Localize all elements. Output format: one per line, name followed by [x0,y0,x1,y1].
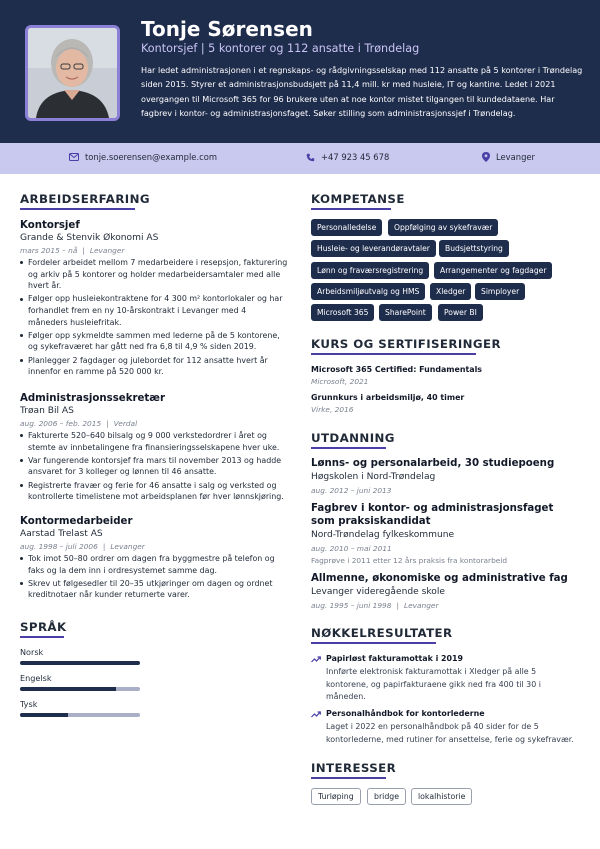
list-item: Fakturerte 520–640 bilsalg og 9 000 verkstedordrer i året og stemte av innbetalingene fra finansieringsselskapene hver uke. [20,430,288,453]
location-pin-icon [482,152,490,162]
mail-icon [69,153,79,161]
section-rule [311,447,386,449]
job-period: aug. 1998 – juli 2006 [20,542,98,551]
education-place: Levanger [403,601,439,610]
job-meta: aug. 2006 – feb. 2015 | Verdal [20,419,138,428]
skill-chip: Power BI [438,304,483,321]
trending-up-icon [311,656,321,663]
job-period: mars 2015 – nå [20,246,78,255]
section-title-certifications: KURS OG SERTIFISERINGER [311,337,501,351]
skill-chip: Microsoft 365 [311,304,374,321]
list-item: Skrev ut følgesedler til 20–35 utkjøringer om dagen og ordnet kreditnotaer når kunder returnerte varer. [20,578,288,601]
contact-phone[interactable] [306,152,389,162]
education-period: aug. 2012 – juni 2013 [311,486,392,495]
skill-chip: Lønn og fraværsregistrering [311,262,429,279]
job-bullets [20,257,288,379]
language-level-fill [20,713,68,717]
job-period: aug. 2006 – feb. 2015 [20,419,102,428]
language-level-bar [20,661,140,665]
language-name: Tysk [20,699,38,709]
section-rule [20,636,64,638]
language-name: Norsk [20,647,44,657]
education-title: Allmenne, økonomiske og administrative fag [311,573,568,584]
language-level-fill [20,687,116,691]
skill-chip: Arrangementer og fagdager [434,262,552,279]
list-item: Følger opp sykmeldte sammen med lederne på de 5 kontorene, og sykefraværet har gått ned fra 6,8 til 4,9 % siden 2019. [20,330,288,353]
job-title: Kontorsjef [20,220,80,231]
education-school: Høgskolen i Nord-Trøndelag [311,472,436,482]
result-title: Papirløst fakturamottak i 2019 [326,654,464,663]
section-rule [311,777,386,779]
job-place: Verdal [113,419,138,428]
skill-chip: Arbeidsmiljøutvalg og HMS [311,283,425,300]
education-title-cont: som praksiskandidat [311,516,431,527]
result-description: Innførte elektronisk fakturamottak i Xledger på alle 5 kontorene, og papirfakturaene gikk ned fra 400 til 30 i måneden. [326,667,541,702]
education-title: Fagbrev i kontor- og administrasjonsfaget [311,503,554,514]
contact-email[interactable] [69,152,217,162]
interest-tag: lokalhistorie [411,788,472,805]
contact-bar [0,143,600,174]
skill-chip: Budsjettstyring [439,240,509,257]
section-title-results: NØKKELRESULTATER [311,626,453,640]
language-level-bar [20,687,140,691]
education-school: Levanger videregående skole [311,587,445,597]
job-place: Levanger [89,246,125,255]
certification-name: Grunnkurs i arbeidsmiljø, 40 timer [311,393,465,402]
result-description: Laget i 2022 en personalhåndbok på 40 sider for de 5 kontorlederne, med rutiner for ansettelse, ferie og sykefravær. [326,722,574,744]
skill-chip: SharePoint [379,304,432,321]
job-meta: aug. 1998 – juli 2006 | Levanger [20,542,145,551]
certification-meta: Virke, 2016 [311,405,354,414]
education-period: aug. 1995 – juni 1998 [311,601,392,610]
candidate-name: Tonje Sørensen [141,17,313,41]
section-rule [311,353,476,355]
trending-up-icon [311,711,321,718]
job-company: Grande & Stenvik Økonomi AS [20,233,159,243]
section-rule [311,208,391,210]
skill-chip: Xledger [430,283,471,300]
contact-email-text: tonje.soerensen@example.com [85,152,218,162]
contact-phone-text: +47 923 45 678 [321,152,390,162]
profile-summary: Har ledet administrasjonen i et regnskaps- og rådgivningsselskap med 112 ansatte på 5 kontorer i Trøndelag siden 2015. Styrer et administrasjonsbudsjett på 11,4 mill. kr med husleie, IT og kantine. Ledet i 2021 overgangen til Microsoft 365 for 96 brukere uten at noe kontor mistet tilgangen til kundedataene. Har fagbrev i kontor- og administrasjonsfaget. Søker stilling som administrasjonssjef i Trøndelag. [141,65,583,119]
skill-chip: Oppfølging av sykefravær [388,219,498,236]
list-item: Planlegger 2 fagdager og julebordet for 112 ansatte hvert år innenfor en ramme på 520 000 kr. [20,355,288,378]
certification-meta: Microsoft, 2021 [311,377,369,386]
job-company: Trøan Bil AS [20,406,74,416]
job-title: Kontormedarbeider [20,516,133,527]
phone-icon [306,153,315,162]
language-level-fill [20,661,140,665]
section-title-education: UTDANNING [311,431,395,445]
job-title: Administrasjonssekretær [20,393,165,404]
job-bullets [20,430,288,504]
section-title-interests: INTERESSER [311,761,397,775]
skill-chip: Personalledelse [311,219,382,236]
certification-name: Microsoft 365 Certified: Fundamentals [311,365,482,374]
job-place: Levanger [110,542,145,551]
interest-tag: Turløping [311,788,361,805]
list-item: Registrerte fravær og ferie for 46 ansatte i salg og verksted og kontrollerte timelistene mot arbeidsplanen før hver lønnskjøring. [20,480,288,503]
list-item: Var fungerende kontorsjef fra mars til november 2013 og hadde ansvaret for 3 kolleger og lønnen til 46 ansatte. [20,455,288,478]
section-rule [20,208,135,210]
list-item: Tok imot 50–80 ordrer om dagen fra byggmestre på telefon og faks og la dem inn i ordresystemet samme dag. [20,553,288,576]
result-title: Personalhåndbok for kontorlederne [326,709,485,718]
list-item: Følger opp husleiekontraktene for 4 300 m² kontorlokaler og har forhandlet frem en ny 10-årskontrakt i Levanger med 4 måneders husleiefritak. [20,293,288,328]
portrait-illustration [28,28,117,118]
education-title: Lønns- og personalarbeid, 30 studiepoeng [311,458,555,469]
language-name: Engelsk [20,673,52,683]
section-title-languages: SPRÅK [20,620,67,634]
candidate-subtitle: Kontorsjef | 5 kontorer og 112 ansatte i Trøndelag [141,42,420,55]
section-title-skills: KOMPETANSE [311,192,405,206]
contact-location [482,152,535,162]
job-meta: mars 2015 – nå | Levanger [20,246,125,255]
list-item: Fordeler arbeidet mellom 7 medarbeidere i resepsjon, fakturering og arkiv på 5 kontorer og holder medarbeidersamtaler med alle hvert år. [20,257,288,292]
profile-photo [25,25,120,121]
job-bullets [20,553,288,603]
section-title-experience: ARBEIDSERFARING [20,192,150,206]
education-school: Nord-Trøndelag fylkeskommune [311,530,455,540]
skill-chip: Husleie- og leverandøravtaler [311,240,436,257]
education-period: aug. 2010 – mai 2011 [311,544,392,553]
section-rule [311,642,436,644]
education-meta: aug. 1995 – juni 1998 | Levanger [311,601,439,610]
education-note: Fagprøve i 2011 etter 12 års praksis fra kontorarbeid [311,556,508,565]
skill-chip: Simployer [475,283,525,300]
header-banner [0,0,600,143]
job-company: Aarstad Trelast AS [20,529,103,539]
interest-tag: bridge [367,788,406,805]
contact-location-text: Levanger [496,152,535,162]
language-level-bar [20,713,140,717]
